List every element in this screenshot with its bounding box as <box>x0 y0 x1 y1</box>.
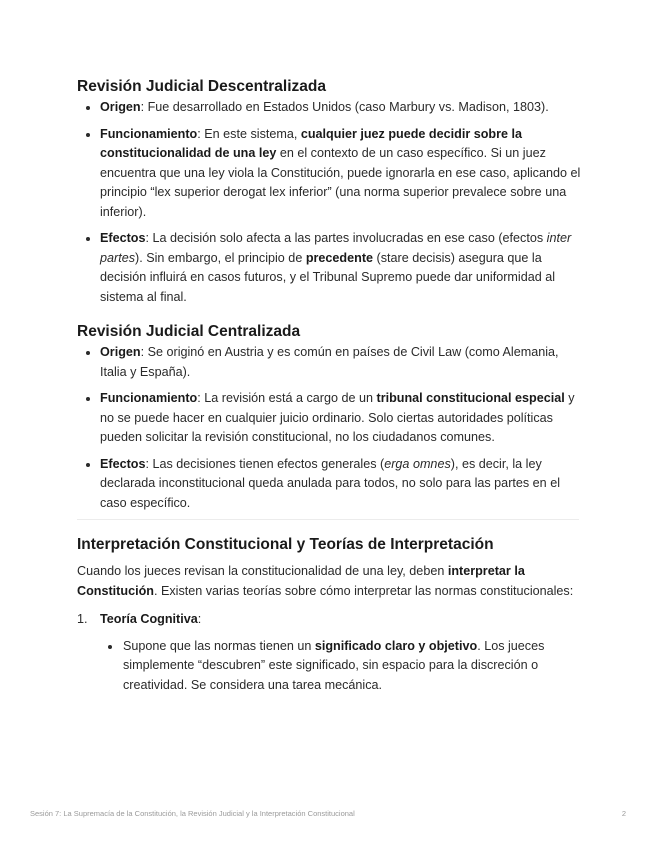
page-number: 2 <box>621 809 626 818</box>
numbered-list <box>77 610 581 695</box>
list-item-efectos: Efectos: La decisión solo afecta a las partes involucradas en ese caso (efectos inter partes). Sin embargo, el principio de precedente (stare decisis) asegura que la decisión influirá en casos futuros, y el Tribunal Supremo puede dar uniformidad al sistema al final. <box>77 229 581 307</box>
section-divider <box>77 519 579 520</box>
item-label: Funcionamiento <box>100 391 198 405</box>
section-decentralized-review <box>77 76 581 307</box>
item-label: Origen <box>100 345 141 359</box>
section-heading: Interpretación Constitucional y Teorías de Interpretación <box>77 536 494 553</box>
list-item-origen: Origen: Fue desarrollado en Estados Unidos (caso Marbury vs. Madison, 1803). <box>77 98 581 118</box>
bullet-list <box>77 98 581 307</box>
section-centralized-review <box>77 321 581 513</box>
item-label: Efectos <box>100 456 146 471</box>
list-item-origen: Origen: Se originó en Austria y es común en países de Civil Law (como Alemania, Italia y España). <box>77 343 581 382</box>
section-interpretation <box>77 534 581 695</box>
intro-paragraph: Cuando los jueces revisan la constitucionalidad de una ley, deben interpretar la Constitución. Existen varias teorías sobre cómo interpretar las normas constitucionales: <box>77 564 574 598</box>
list-number: 1. <box>77 612 88 626</box>
footer-title: Sesión 7: La Supremacía de la Constitución, la Revisión Judicial y la Interpretación Constitucional <box>30 809 355 818</box>
item-label: Origen <box>100 100 141 114</box>
page-content <box>77 76 581 695</box>
bullet-list <box>77 343 581 513</box>
sub-list-item: Supone que las normas tienen un significado claro y objetivo. Los jueces simplemente “descubren” este significado, sin espacio para la discreción o creatividad. Se considera una tarea mecánica. <box>100 637 581 696</box>
item-label: Efectos <box>100 231 146 245</box>
list-item-efectos: Efectos: Las decisiones tienen efectos generales (erga omnes), es decir, la ley declarada inconstitucional queda anulada para todos, no solo para las partes en el caso específico. <box>77 455 581 514</box>
section-heading: Revisión Judicial Descentralizada <box>77 78 326 95</box>
section-heading: Revisión Judicial Centralizada <box>77 323 301 340</box>
page-footer <box>30 809 626 818</box>
item-label: Funcionamiento <box>100 126 198 141</box>
sub-bullet-list <box>100 637 581 696</box>
list-item-teoria-cognitiva: 1. Teoría Cognitiva: Supone que las normas tienen un significado claro y objetivo. Los jueces simplemente “descubren” este significado, sin espacio para la discreción o creatividad. Se considera una tarea mecánica. <box>77 610 581 695</box>
list-item-funcionamiento: Funcionamiento: La revisión está a cargo de un tribunal constitucional especial y no se puede hacer en cualquier juicio ordinario. Solo ciertas autoridades políticas pueden solicitar la revisión constitucional, no los ciudadanos comunes. <box>77 389 581 448</box>
item-label: Teoría Cognitiva <box>100 612 198 626</box>
list-item-funcionamiento: Funcionamiento: En este sistema, cualquier juez puede decidir sobre la constitucionalidad de una ley en el contexto de un caso específico. Si un juez encuentra que una ley viola la Constitución, puede ignorarla en ese caso, aplicando el principio “lex superior derogat lex inferior” (una norma superior prevalece sobre una inferior). <box>77 125 581 223</box>
